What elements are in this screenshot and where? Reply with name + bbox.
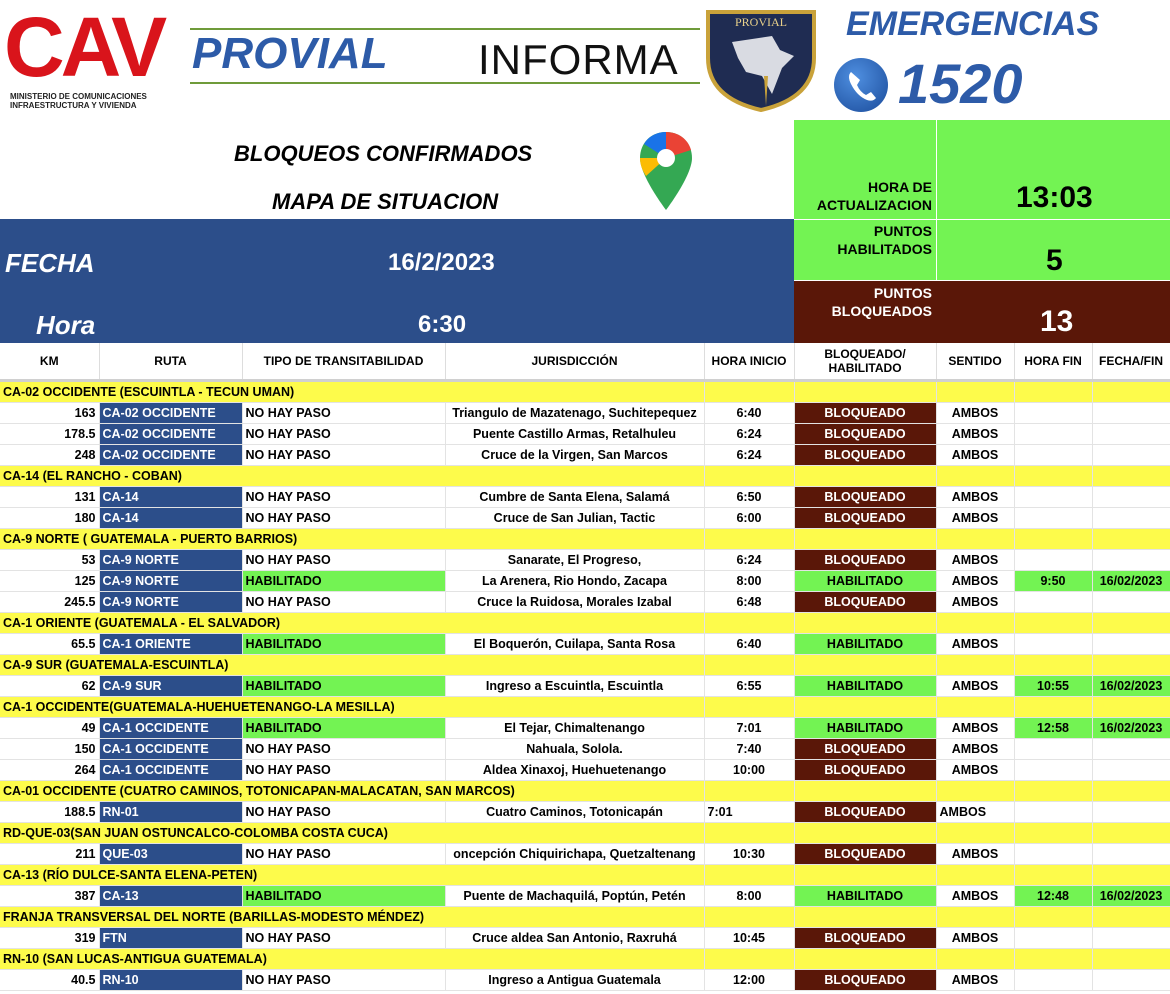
cell-jurisdiccion: Puente Castillo Armas, Retalhuleu [445, 424, 704, 445]
route-group-filler [936, 697, 1014, 718]
route-group-title: RN-10 (SAN LUCAS-ANTIGUA GUATEMALA) [0, 949, 704, 970]
route-group-filler [794, 697, 936, 718]
table-row [0, 445, 1170, 466]
cell-fecha-fin [1092, 739, 1170, 760]
cell-jurisdiccion: El Tejar, Chimaltenango [445, 718, 704, 739]
column-header-tipo: TIPO DE TRANSITABILIDAD [242, 343, 445, 381]
route-group-filler [1014, 655, 1092, 676]
map-pin-icon[interactable] [636, 130, 696, 212]
cell-fecha-fin [1092, 634, 1170, 655]
title-bloqueos: BLOQUEOS CONFIRMADOS [234, 141, 533, 166]
cell-ruta: CA-13 [99, 886, 242, 907]
cell-estado: BLOQUEADO [794, 970, 936, 991]
route-group-filler [1092, 865, 1170, 886]
cell-hora-fin: 10:55 [1014, 676, 1092, 697]
cell-tipo: NO HAY PASO [242, 844, 445, 865]
cell-hora-fin [1014, 550, 1092, 571]
cell-tipo: NO HAY PASO [242, 424, 445, 445]
cell-km: 188.5 [0, 802, 99, 823]
cell-sentido: AMBOS [936, 718, 1014, 739]
cell-estado: HABILITADO [794, 718, 936, 739]
cell-estado: HABILITADO [794, 634, 936, 655]
cell-fecha-fin [1092, 445, 1170, 466]
cell-hora-inicio: 10:30 [704, 844, 794, 865]
route-group-row [0, 865, 1170, 886]
cell-km: 163 [0, 403, 99, 424]
cav-logo [4, 0, 186, 110]
route-group-row [0, 907, 1170, 928]
hora-value: 6:30 [418, 311, 467, 338]
route-group-filler [936, 381, 1014, 403]
cell-hora-inicio: 8:00 [704, 571, 794, 592]
cell-jurisdiccion: Nahuala, Solola. [445, 739, 704, 760]
cell-hora-inicio: 6:40 [704, 634, 794, 655]
puntos-habilitados-label: PUNTOS HABILITADOS [837, 223, 932, 257]
route-group-filler [704, 613, 794, 634]
route-group-filler [936, 613, 1014, 634]
cell-sentido: AMBOS [936, 592, 1014, 613]
cell-estado: BLOQUEADO [794, 739, 936, 760]
cell-km: 211 [0, 844, 99, 865]
hora-label: Hora [36, 310, 96, 340]
table-row [0, 970, 1170, 991]
route-group-title: CA-9 SUR (GUATEMALA-ESCUINTLA) [0, 655, 704, 676]
hora-actualizacion-label: HORA DE ACTUALIZACION [816, 179, 932, 213]
cell-tipo: NO HAY PASO [242, 592, 445, 613]
route-group-filler [1014, 697, 1092, 718]
cell-hora-inicio: 7:01 [704, 802, 794, 823]
cell-tipo: HABILITADO [242, 886, 445, 907]
route-group-filler [936, 823, 1014, 844]
cell-km: 245.5 [0, 592, 99, 613]
cell-hora-inicio: 6:50 [704, 487, 794, 508]
cell-fecha-fin [1092, 802, 1170, 823]
cell-estado: BLOQUEADO [794, 508, 936, 529]
route-group-title: CA-01 OCCIDENTE (CUATRO CAMINOS, TOTONICAPAN-MALACATAN, SAN MARCOS) [0, 781, 704, 802]
cell-estado: BLOQUEADO [794, 592, 936, 613]
cell-fecha-fin [1092, 508, 1170, 529]
cell-fecha-fin [1092, 844, 1170, 865]
cell-tipo: NO HAY PASO [242, 508, 445, 529]
cell-estado: BLOQUEADO [794, 487, 936, 508]
phone-icon [834, 58, 888, 112]
cell-hora-fin [1014, 592, 1092, 613]
cell-ruta: CA-9 NORTE [99, 592, 242, 613]
cell-fecha-fin [1092, 760, 1170, 781]
cell-jurisdiccion: Cruce de la Virgen, San Marcos [445, 445, 704, 466]
cell-hora-inicio: 6:48 [704, 592, 794, 613]
cell-hora-inicio: 6:24 [704, 445, 794, 466]
cell-fecha-fin [1092, 970, 1170, 991]
route-group-filler [936, 907, 1014, 928]
column-header-jurisdiccion: JURISDICCIÓN [445, 343, 704, 381]
route-group-filler [704, 865, 794, 886]
route-group-title: FRANJA TRANSVERSAL DEL NORTE (BARILLAS-MODESTO MÉNDEZ) [0, 907, 704, 928]
cell-sentido: AMBOS [936, 886, 1014, 907]
puntos-bloqueados-label: PUNTOS BLOQUEADOS [831, 285, 932, 319]
route-group-filler [1014, 466, 1092, 487]
cell-jurisdiccion: Cruce la Ruidosa, Morales Izabal [445, 592, 704, 613]
table-row [0, 928, 1170, 949]
route-group-title: CA-13 (RÍO DULCE-SANTA ELENA-PETEN) [0, 865, 704, 886]
route-group-filler [1092, 466, 1170, 487]
route-group-filler [936, 529, 1014, 550]
column-header-ruta: RUTA [99, 343, 242, 381]
cell-estado: BLOQUEADO [794, 424, 936, 445]
cell-sentido: AMBOS [936, 739, 1014, 760]
title-mapa: MAPA DE SITUACION [272, 189, 499, 214]
table-row [0, 676, 1170, 697]
cav-logo-letters: CAV [4, 0, 164, 94]
route-group-filler [1014, 907, 1092, 928]
cell-estado: BLOQUEADO [794, 928, 936, 949]
route-group-filler [794, 949, 936, 970]
fecha-value: 16/2/2023 [388, 249, 495, 276]
cell-estado: BLOQUEADO [794, 550, 936, 571]
cell-hora-inicio: 12:00 [704, 970, 794, 991]
cell-sentido: AMBOS [936, 844, 1014, 865]
table-row [0, 718, 1170, 739]
cell-hora-inicio: 10:45 [704, 928, 794, 949]
route-group-filler [936, 949, 1014, 970]
cell-jurisdiccion: Ingreso a Antigua Guatemala [445, 970, 704, 991]
route-group-filler [794, 781, 936, 802]
route-group-filler [1092, 613, 1170, 634]
route-group-filler [704, 381, 794, 403]
route-group-filler [704, 529, 794, 550]
table-row [0, 550, 1170, 571]
cell-hora-fin [1014, 970, 1092, 991]
cell-ruta: RN-10 [99, 970, 242, 991]
cav-logo-subtitle [10, 92, 147, 110]
route-group-filler [794, 613, 936, 634]
cell-hora-fin: 9:50 [1014, 571, 1092, 592]
route-group-filler [936, 466, 1014, 487]
date-panel [0, 219, 794, 343]
cell-jurisdiccion: Cruce aldea San Antonio, Raxruhá [445, 928, 704, 949]
cell-fecha-fin [1092, 487, 1170, 508]
cell-ruta: CA-02 OCCIDENTE [99, 424, 242, 445]
route-group-filler [1014, 865, 1092, 886]
cell-ruta: CA-14 [99, 487, 242, 508]
cell-jurisdiccion: Cruce de San Julian, Tactic [445, 508, 704, 529]
cell-estado: HABILITADO [794, 676, 936, 697]
route-group-filler [936, 865, 1014, 886]
cell-hora-fin [1014, 760, 1092, 781]
puntos-bloqueados-value: 13 [1040, 305, 1074, 338]
cell-estado: BLOQUEADO [794, 802, 936, 823]
blockades-table [0, 343, 1170, 991]
cell-km: 150 [0, 739, 99, 760]
table-row [0, 886, 1170, 907]
badge-label: PROVIAL [734, 15, 788, 29]
route-group-row [0, 466, 1170, 487]
route-group-row [0, 781, 1170, 802]
cell-sentido: AMBOS [936, 970, 1014, 991]
route-group-filler [936, 781, 1014, 802]
cell-km: 62 [0, 676, 99, 697]
table-row [0, 802, 1170, 823]
route-group-filler [1092, 823, 1170, 844]
route-group-filler [1092, 529, 1170, 550]
informa-heading: INFORMA [478, 36, 679, 83]
cell-hora-fin [1014, 634, 1092, 655]
cell-hora-inicio: 6:55 [704, 676, 794, 697]
column-header-km: KM [0, 343, 99, 381]
route-group-row [0, 655, 1170, 676]
table-row [0, 844, 1170, 865]
cell-jurisdiccion: Ingreso a Escuintla, Escuintla [445, 676, 704, 697]
cell-km: 131 [0, 487, 99, 508]
cell-km: 65.5 [0, 634, 99, 655]
route-group-filler [1092, 949, 1170, 970]
cell-jurisdiccion: oncepción Chiquirichapa, Quetzaltenang [445, 844, 704, 865]
cell-fecha-fin: 16/02/2023 [1092, 571, 1170, 592]
table-row [0, 592, 1170, 613]
route-group-filler [794, 823, 936, 844]
cell-sentido: AMBOS [936, 403, 1014, 424]
table-row [0, 424, 1170, 445]
route-group-filler [704, 781, 794, 802]
route-group-filler [794, 466, 936, 487]
table-row [0, 487, 1170, 508]
cell-sentido: AMBOS [936, 550, 1014, 571]
cell-km: 125 [0, 571, 99, 592]
cell-tipo: NO HAY PASO [242, 403, 445, 424]
route-group-filler [794, 865, 936, 886]
cell-hora-inicio: 7:01 [704, 718, 794, 739]
cell-estado: BLOQUEADO [794, 403, 936, 424]
cell-estado: BLOQUEADO [794, 760, 936, 781]
fecha-label: FECHA [5, 248, 95, 278]
cell-sentido: AMBOS [936, 760, 1014, 781]
table-row [0, 403, 1170, 424]
cell-ruta: RN-01 [99, 802, 242, 823]
cell-hora-fin [1014, 844, 1092, 865]
cell-jurisdiccion: Cuatro Caminos, Totonicapán [445, 802, 704, 823]
route-group-title: CA-02 OCCIDENTE (ESCUINTLA - TECUN UMAN) [0, 381, 704, 403]
cell-fecha-fin [1092, 592, 1170, 613]
cell-tipo: NO HAY PASO [242, 928, 445, 949]
cell-tipo: NO HAY PASO [242, 550, 445, 571]
route-group-filler [1014, 781, 1092, 802]
puntos-habilitados-value: 5 [1046, 244, 1063, 277]
cell-hora-fin [1014, 739, 1092, 760]
route-group-filler [1014, 529, 1092, 550]
cell-hora-fin [1014, 487, 1092, 508]
cell-tipo: NO HAY PASO [242, 760, 445, 781]
route-group-filler [1092, 697, 1170, 718]
cell-fecha-fin [1092, 550, 1170, 571]
route-group-filler [1092, 781, 1170, 802]
cell-hora-fin [1014, 403, 1092, 424]
route-group-filler [794, 381, 936, 403]
cell-km: 178.5 [0, 424, 99, 445]
cell-ruta: CA-1 ORIENTE [99, 634, 242, 655]
cell-tipo: HABILITADO [242, 571, 445, 592]
cell-fecha-fin: 16/02/2023 [1092, 718, 1170, 739]
route-group-row [0, 381, 1170, 403]
cell-jurisdiccion: Triangulo de Mazatenago, Suchitepequez [445, 403, 704, 424]
cell-tipo: NO HAY PASO [242, 739, 445, 760]
cell-hora-fin [1014, 802, 1092, 823]
table-row [0, 739, 1170, 760]
table-body [0, 381, 1170, 991]
cell-ruta: QUE-03 [99, 844, 242, 865]
cell-jurisdiccion: La Arenera, Rio Hondo, Zacapa [445, 571, 704, 592]
route-group-title: CA-1 ORIENTE (GUATEMALA - EL SALVADOR) [0, 613, 704, 634]
cell-estado: HABILITADO [794, 571, 936, 592]
route-group-filler [1092, 381, 1170, 403]
cell-hora-inicio: 6:40 [704, 403, 794, 424]
cell-ruta: CA-02 OCCIDENTE [99, 403, 242, 424]
cell-estado: BLOQUEADO [794, 445, 936, 466]
cell-fecha-fin [1092, 403, 1170, 424]
route-group-row [0, 697, 1170, 718]
route-group-filler [1092, 655, 1170, 676]
table-row [0, 634, 1170, 655]
route-group-filler [936, 655, 1014, 676]
cell-sentido: AMBOS [936, 634, 1014, 655]
route-group-filler [704, 697, 794, 718]
cell-tipo: NO HAY PASO [242, 445, 445, 466]
cell-hora-fin [1014, 928, 1092, 949]
cell-sentido: AMBOS [936, 802, 1014, 823]
cell-hora-inicio: 6:24 [704, 550, 794, 571]
cav-sub-line2: INFRAESTRUCTURA Y VIVIENDA [10, 101, 137, 110]
cell-sentido: AMBOS [936, 571, 1014, 592]
cell-hora-inicio: 6:00 [704, 508, 794, 529]
column-header-hora-fin: HORA FIN [1014, 343, 1092, 381]
cell-jurisdiccion: Sanarate, El Progreso, [445, 550, 704, 571]
route-group-filler [1014, 613, 1092, 634]
route-group-title: CA-1 OCCIDENTE(GUATEMALA-HUEHUETENANGO-LA MESILLA) [0, 697, 704, 718]
column-header-fecha-fin: FECHA/FIN [1092, 343, 1170, 381]
route-group-row [0, 613, 1170, 634]
route-group-title: CA-14 (EL RANCHO - COBAN) [0, 466, 704, 487]
cell-hora-inicio: 8:00 [704, 886, 794, 907]
cell-sentido: AMBOS [936, 508, 1014, 529]
cell-sentido: AMBOS [936, 487, 1014, 508]
provial-badge-icon [702, 6, 820, 112]
cell-ruta: CA-9 NORTE [99, 550, 242, 571]
cell-jurisdiccion: Aldea Xinaxoj, Huehuetenango [445, 760, 704, 781]
cell-km: 49 [0, 718, 99, 739]
column-header-sentido: SENTIDO [936, 343, 1014, 381]
cell-km: 40.5 [0, 970, 99, 991]
table-row [0, 508, 1170, 529]
table-row [0, 760, 1170, 781]
route-group-filler [794, 529, 936, 550]
route-group-filler [794, 907, 936, 928]
route-group-filler [1014, 949, 1092, 970]
cell-hora-inicio: 10:00 [704, 760, 794, 781]
cell-hora-inicio: 7:40 [704, 739, 794, 760]
cell-ruta: CA-1 OCCIDENTE [99, 739, 242, 760]
column-header-hora-inicio: HORA INICIO [704, 343, 794, 381]
cell-ruta: CA-1 OCCIDENTE [99, 718, 242, 739]
cell-hora-inicio: 6:24 [704, 424, 794, 445]
cell-sentido: AMBOS [936, 676, 1014, 697]
emergency-number: 1520 [898, 52, 1023, 115]
cell-tipo: NO HAY PASO [242, 970, 445, 991]
cell-estado: HABILITADO [794, 886, 936, 907]
cell-hora-fin: 12:48 [1014, 886, 1092, 907]
cell-jurisdiccion: El Boquerón, Cuilapa, Santa Rosa [445, 634, 704, 655]
cell-km: 319 [0, 928, 99, 949]
route-group-filler [1014, 381, 1092, 403]
route-group-title: CA-9 NORTE ( GUATEMALA - PUERTO BARRIOS) [0, 529, 704, 550]
route-group-filler [704, 949, 794, 970]
route-group-filler [704, 466, 794, 487]
cell-ruta: CA-9 NORTE [99, 571, 242, 592]
cell-estado: BLOQUEADO [794, 844, 936, 865]
cell-sentido: AMBOS [936, 928, 1014, 949]
cell-hora-fin [1014, 508, 1092, 529]
route-group-row [0, 949, 1170, 970]
cell-tipo: NO HAY PASO [242, 802, 445, 823]
cell-tipo: HABILITADO [242, 676, 445, 697]
emergencias-heading: EMERGENCIAS [846, 5, 1100, 43]
cell-km: 53 [0, 550, 99, 571]
cell-hora-fin [1014, 445, 1092, 466]
cell-km: 387 [0, 886, 99, 907]
table-row [0, 571, 1170, 592]
cell-tipo: HABILITADO [242, 718, 445, 739]
column-header-estado: BLOQUEADO/ HABILITADO [794, 343, 936, 381]
hora-actualizacion-value: 13:03 [1016, 181, 1093, 214]
cell-ruta: CA-02 OCCIDENTE [99, 445, 242, 466]
cell-tipo: HABILITADO [242, 634, 445, 655]
cell-fecha-fin: 16/02/2023 [1092, 676, 1170, 697]
cell-ruta: FTN [99, 928, 242, 949]
route-group-filler [704, 655, 794, 676]
cell-tipo: NO HAY PASO [242, 487, 445, 508]
route-group-filler [704, 823, 794, 844]
cell-ruta: CA-9 SUR [99, 676, 242, 697]
cell-km: 248 [0, 445, 99, 466]
cell-sentido: AMBOS [936, 445, 1014, 466]
cell-km: 180 [0, 508, 99, 529]
cell-fecha-fin [1092, 928, 1170, 949]
route-group-filler [704, 907, 794, 928]
route-group-row [0, 823, 1170, 844]
cell-hora-fin: 12:58 [1014, 718, 1092, 739]
cell-km: 264 [0, 760, 99, 781]
cell-jurisdiccion: Cumbre de Santa Elena, Salamá [445, 487, 704, 508]
route-group-title: RD-QUE-03(SAN JUAN OSTUNCALCO-COLOMBA COSTA CUCA) [0, 823, 704, 844]
cell-ruta: CA-14 [99, 508, 242, 529]
table-header-row [0, 343, 1170, 381]
cell-sentido: AMBOS [936, 424, 1014, 445]
route-group-filler [1092, 907, 1170, 928]
cell-fecha-fin [1092, 424, 1170, 445]
provial-wordmark: PROVIAL [192, 29, 388, 78]
cell-hora-fin [1014, 424, 1092, 445]
cav-sub-line1: MINISTERIO DE COMUNICACIONES [10, 92, 147, 101]
cell-jurisdiccion: Puente de Machaquilá, Poptún, Petén [445, 886, 704, 907]
cell-ruta: CA-1 OCCIDENTE [99, 760, 242, 781]
cell-fecha-fin: 16/02/2023 [1092, 886, 1170, 907]
route-group-filler [794, 655, 936, 676]
route-group-row [0, 529, 1170, 550]
route-group-filler [1014, 823, 1092, 844]
